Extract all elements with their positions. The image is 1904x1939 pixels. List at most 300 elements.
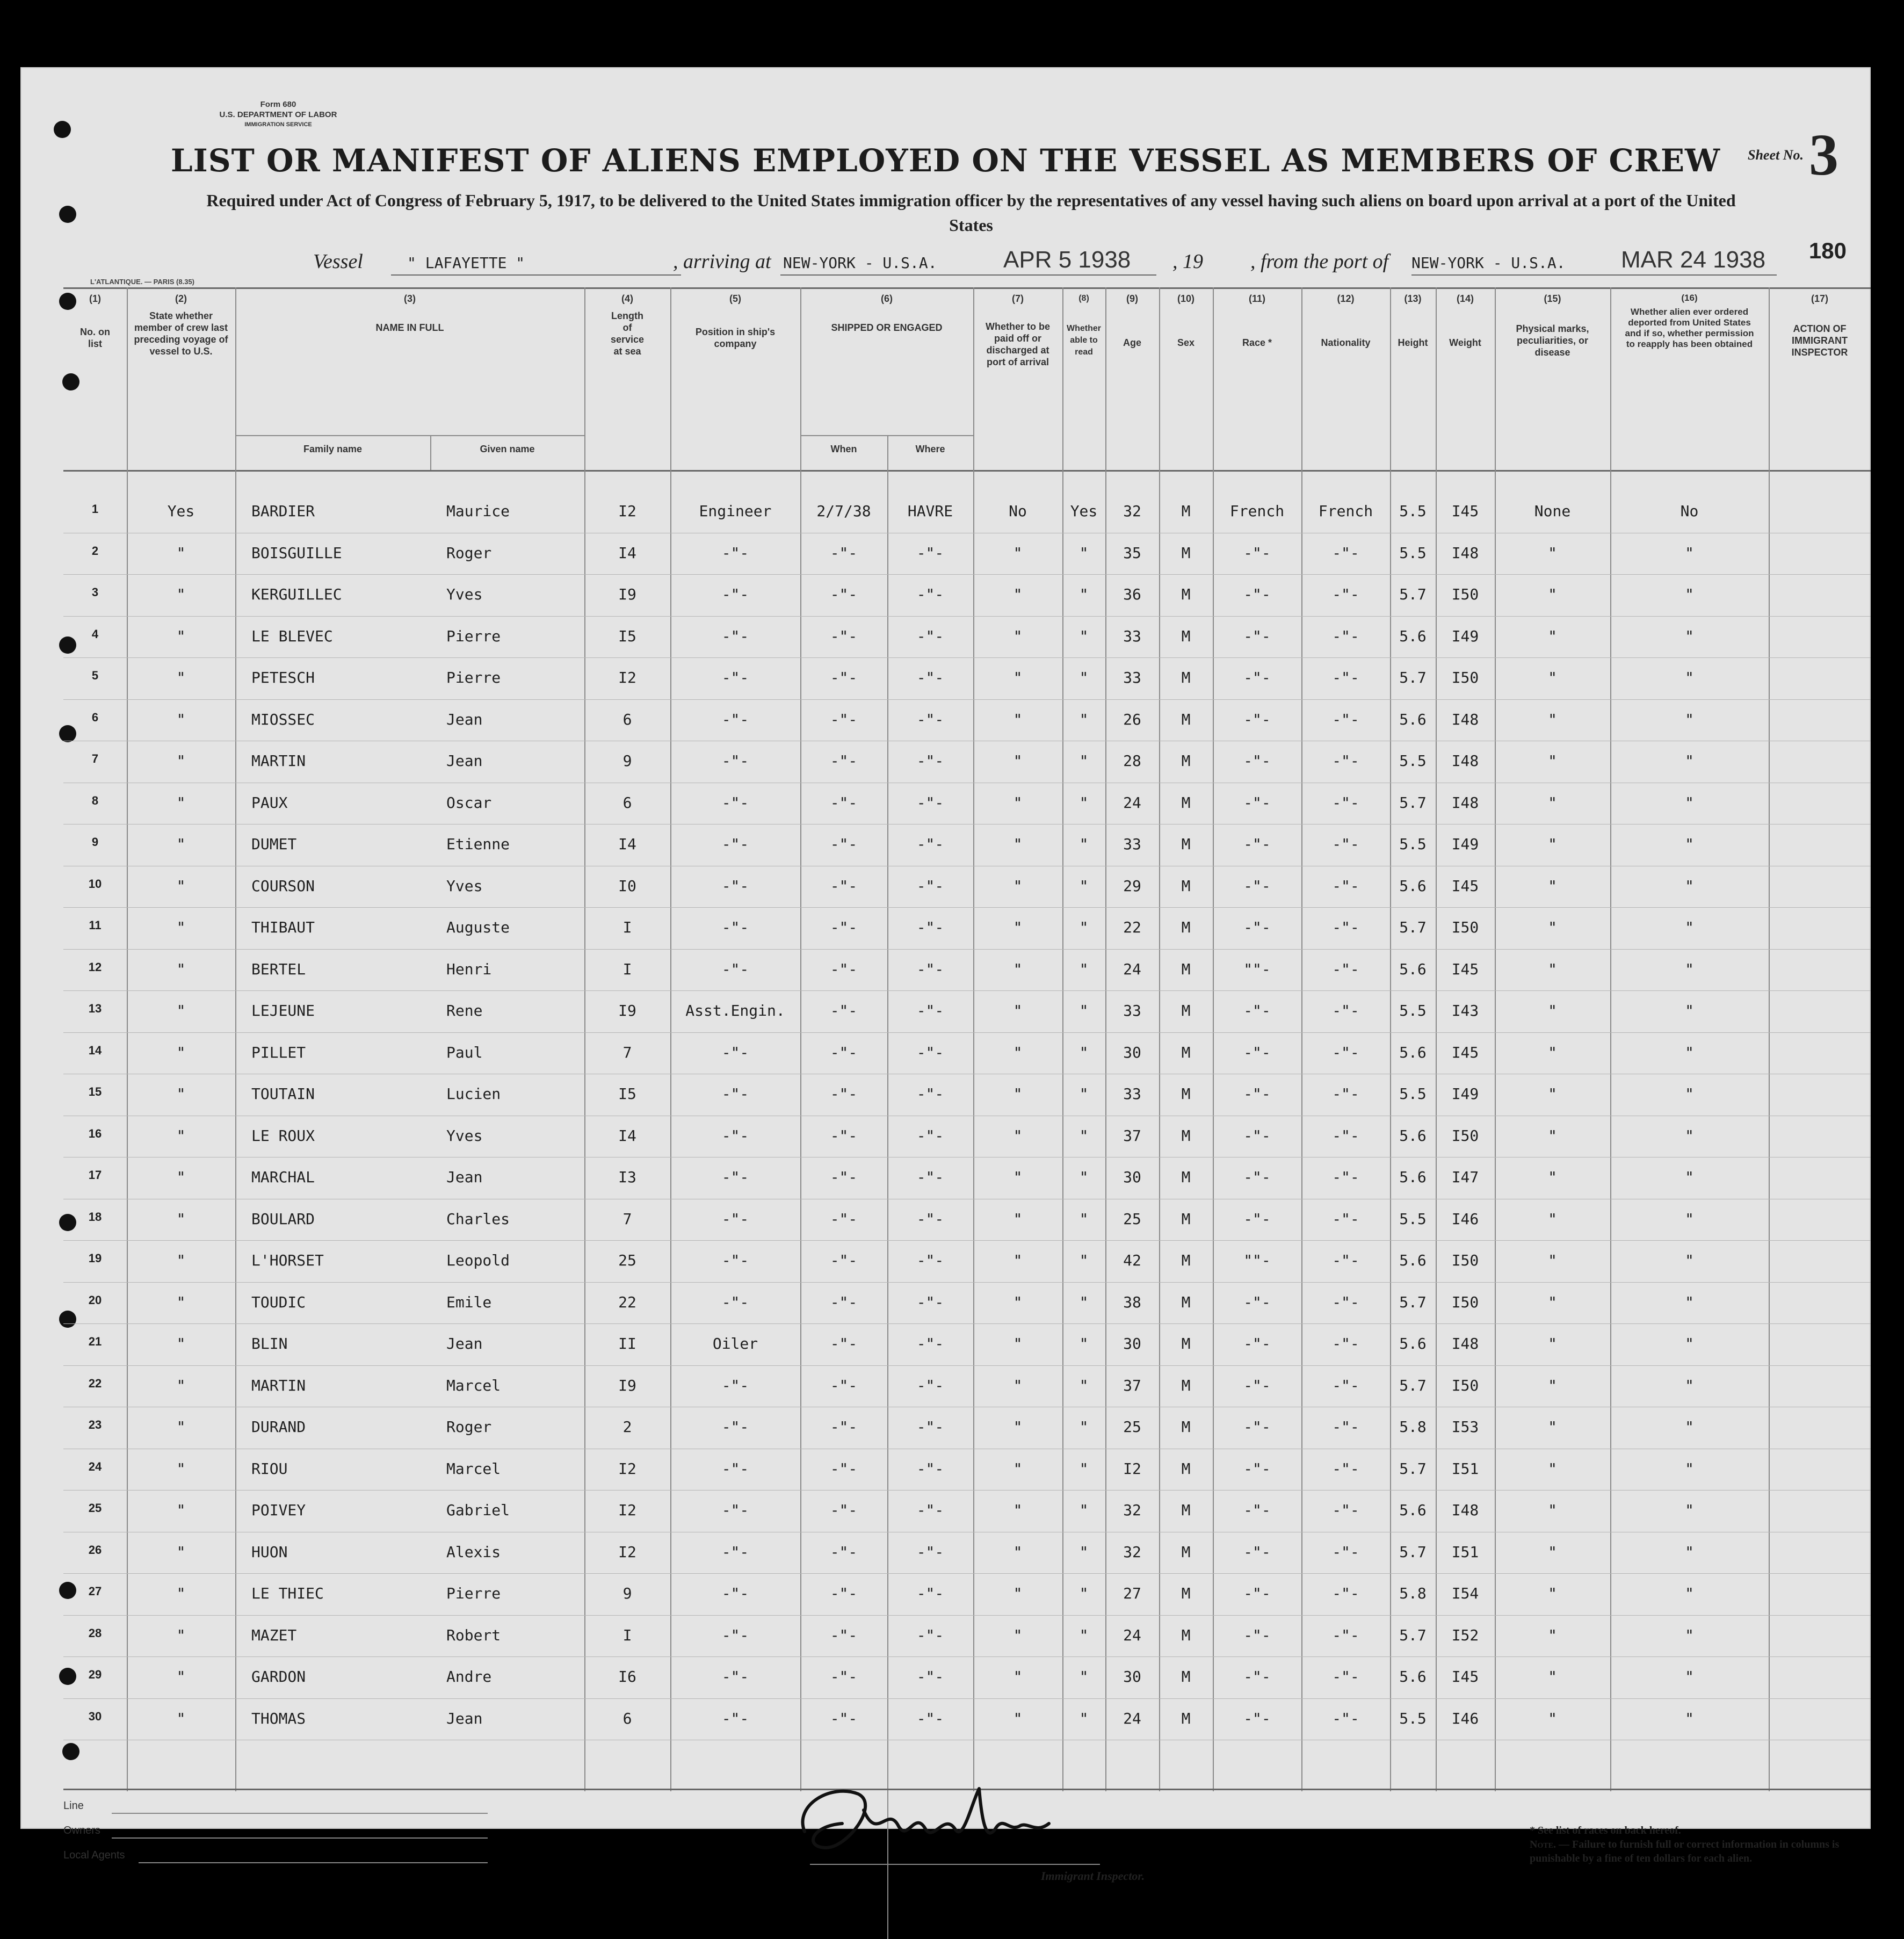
deported-cell: No xyxy=(1680,502,1699,520)
races-note: * See list of races on back hereof. xyxy=(1530,1825,1681,1836)
height-cell: 5.7 xyxy=(1399,918,1427,936)
height-cell: 5.6 xyxy=(1399,1251,1427,1269)
race-cell: -"- xyxy=(1243,627,1271,645)
previous-voyage-cell: " xyxy=(176,877,186,895)
manifest-sheet xyxy=(20,67,1871,1883)
age-cell: 25 xyxy=(1123,1418,1141,1436)
row-number-cell: 26 xyxy=(88,1543,102,1557)
given-name-cell: Yves xyxy=(446,877,483,895)
height-cell: 5.7 xyxy=(1399,585,1427,603)
able-to-read-cell: " xyxy=(1079,585,1089,603)
shipped-where-cell: -"- xyxy=(916,1585,944,1602)
family-name-cell: BLIN xyxy=(251,1335,288,1352)
shipped-where-cell: -"- xyxy=(916,1251,944,1269)
row-rule xyxy=(63,1698,1871,1699)
paid-off-cell: " xyxy=(1013,835,1023,853)
physical-marks-cell: " xyxy=(1548,710,1557,728)
age-cell: 29 xyxy=(1123,877,1141,895)
given-name-cell: Jean xyxy=(446,1168,483,1186)
weight-cell: I49 xyxy=(1451,627,1479,645)
height-cell: 5.8 xyxy=(1399,1418,1427,1436)
col-label-14: Weight xyxy=(1449,337,1481,348)
nationality-cell: -"- xyxy=(1332,1210,1359,1228)
col-header-1 xyxy=(63,293,127,350)
nationality-cell: -"- xyxy=(1332,1251,1359,1269)
position-cell: -"- xyxy=(721,669,749,686)
row-rule xyxy=(63,1323,1871,1324)
shipped-where-cell: -"- xyxy=(916,1002,944,1019)
sex-cell: M xyxy=(1181,1293,1191,1311)
row-rule xyxy=(63,1282,1871,1283)
weight-cell: I49 xyxy=(1451,835,1479,853)
height-cell: 5.7 xyxy=(1399,1626,1427,1644)
nationality-cell: -"- xyxy=(1332,1626,1359,1644)
row-number-cell: 20 xyxy=(88,1293,102,1307)
position-cell: Asst.Engin. xyxy=(685,1002,785,1019)
weight-cell: I46 xyxy=(1451,1709,1479,1727)
sex-cell: M xyxy=(1181,1418,1191,1436)
col-header-8 xyxy=(1062,293,1105,358)
previous-voyage-cell: " xyxy=(176,1501,186,1519)
row-rule xyxy=(63,699,1871,700)
previous-voyage-cell: " xyxy=(176,1459,186,1478)
previous-voyage-cell: " xyxy=(176,1168,186,1186)
age-cell: 30 xyxy=(1123,1335,1141,1352)
given-name-cell: Roger xyxy=(446,1418,492,1436)
race-cell: ""- xyxy=(1243,960,1271,978)
age-cell: 24 xyxy=(1123,1626,1141,1644)
physical-marks-cell: " xyxy=(1548,1126,1557,1145)
department-name: U.S. DEPARTMENT OF LABOR xyxy=(219,110,337,119)
col-num-6: (6) xyxy=(881,293,893,304)
shipped-where-cell: -"- xyxy=(916,1709,944,1727)
age-cell: 42 xyxy=(1123,1251,1141,1269)
age-cell: 24 xyxy=(1123,960,1141,978)
row-number-cell: 9 xyxy=(91,835,99,849)
nationality-cell: -"- xyxy=(1332,918,1359,936)
length-of-service-cell: I5 xyxy=(618,627,636,645)
row-number-cell: 28 xyxy=(88,1626,102,1640)
deported-cell: " xyxy=(1685,1501,1694,1519)
col-header-9 xyxy=(1105,293,1159,349)
previous-voyage-cell: " xyxy=(176,627,186,645)
row-number-cell: 1 xyxy=(91,502,99,516)
given-name-cell: Paul xyxy=(446,1043,483,1061)
age-cell: 22 xyxy=(1123,918,1141,936)
col-num-12: (12) xyxy=(1337,293,1355,304)
race-cell: -"- xyxy=(1243,669,1271,686)
deported-cell: " xyxy=(1685,1376,1694,1394)
shipped-subheader-rule xyxy=(800,435,973,436)
age-cell: 37 xyxy=(1123,1126,1141,1145)
nationality-cell: -"- xyxy=(1332,1418,1359,1436)
age-cell: 36 xyxy=(1123,585,1141,603)
previous-voyage-cell: " xyxy=(176,1376,186,1394)
able-to-read-cell: " xyxy=(1079,1210,1089,1228)
paid-off-cell: " xyxy=(1013,793,1023,812)
sex-cell: M xyxy=(1181,1002,1191,1019)
shipped-when-cell: -"- xyxy=(830,1501,858,1519)
sex-cell: M xyxy=(1181,918,1191,936)
length-of-service-cell: 6 xyxy=(622,1709,632,1727)
col-label-17: ACTION OF IMMIGRANT INSPECTOR xyxy=(1791,323,1848,358)
fine-note xyxy=(1530,1837,1873,1865)
race-cell: ""- xyxy=(1243,1251,1271,1269)
shipped-when-cell: -"- xyxy=(830,1709,858,1727)
length-of-service-cell: 9 xyxy=(622,752,632,770)
position-cell: -"- xyxy=(721,627,749,645)
weight-cell: I52 xyxy=(1451,1626,1479,1644)
deported-cell: " xyxy=(1685,585,1694,603)
paid-off-cell: " xyxy=(1013,1501,1023,1519)
weight-cell: I45 xyxy=(1451,1668,1479,1685)
weight-cell: I48 xyxy=(1451,752,1479,770)
height-cell: 5.6 xyxy=(1399,1126,1427,1145)
family-name-cell: BOULARD xyxy=(251,1210,315,1228)
footer-line-label: Line xyxy=(63,1800,84,1812)
height-cell: 5.5 xyxy=(1399,1709,1427,1727)
sex-cell: M xyxy=(1181,1126,1191,1145)
nationality-cell: -"- xyxy=(1332,1335,1359,1352)
position-cell: -"- xyxy=(721,1585,749,1602)
able-to-read-cell: " xyxy=(1079,669,1089,686)
weight-cell: I51 xyxy=(1451,1459,1479,1478)
nationality-cell: -"- xyxy=(1332,710,1359,728)
age-cell: 30 xyxy=(1123,1043,1141,1061)
previous-voyage-cell: " xyxy=(176,544,186,562)
race-cell: -"- xyxy=(1243,585,1271,603)
position-cell: -"- xyxy=(721,585,749,603)
height-cell: 5.5 xyxy=(1399,1002,1427,1019)
deported-cell: " xyxy=(1685,1126,1694,1145)
weight-cell: I50 xyxy=(1451,585,1479,603)
shipped-when-cell: -"- xyxy=(830,877,858,895)
physical-marks-cell: " xyxy=(1548,585,1557,603)
weight-cell: I48 xyxy=(1451,710,1479,728)
col-header-12 xyxy=(1301,293,1390,349)
deported-cell: " xyxy=(1685,544,1694,562)
shipped-when-cell: -"- xyxy=(830,960,858,978)
given-name-cell: Yves xyxy=(446,585,483,603)
arriving-port: NEW-YORK - U.S.A. xyxy=(783,254,937,272)
able-to-read-cell: " xyxy=(1079,1459,1089,1478)
row-number-cell: 13 xyxy=(88,1002,102,1015)
row-number-cell: 25 xyxy=(88,1501,102,1515)
col-label-2: State whether member of crew last preceding voyage of vessel to U.S. xyxy=(134,310,228,357)
able-to-read-cell: " xyxy=(1079,1709,1089,1727)
given-name-cell: Alexis xyxy=(446,1543,501,1561)
paid-off-cell: " xyxy=(1013,544,1023,562)
race-cell: -"- xyxy=(1243,793,1271,812)
nationality-cell: -"- xyxy=(1332,1585,1359,1602)
printer-imprint: L'ATLANTIQUE. — PARIS (8.35) xyxy=(90,278,195,286)
age-cell: 25 xyxy=(1123,1210,1141,1228)
deported-cell: " xyxy=(1685,1459,1694,1478)
previous-voyage-cell: " xyxy=(176,1626,186,1644)
previous-voyage-cell: " xyxy=(176,1210,186,1228)
family-name-cell: DURAND xyxy=(251,1418,306,1436)
able-to-read-cell: " xyxy=(1079,1335,1089,1352)
length-of-service-cell: I9 xyxy=(618,1376,636,1394)
paid-off-cell: " xyxy=(1013,1043,1023,1061)
length-of-service-cell: I4 xyxy=(618,544,636,562)
paid-off-cell: " xyxy=(1013,1709,1023,1727)
weight-cell: I48 xyxy=(1451,793,1479,812)
length-of-service-cell: 2 xyxy=(622,1418,632,1436)
deported-cell: " xyxy=(1685,1043,1694,1061)
previous-voyage-cell: " xyxy=(176,1002,186,1019)
previous-voyage-cell: " xyxy=(176,669,186,686)
physical-marks-cell: " xyxy=(1548,793,1557,812)
deported-cell: " xyxy=(1685,918,1694,936)
row-number-cell: 23 xyxy=(88,1418,102,1431)
document-title: LIST OR MANIFEST OF ALIENS EMPLOYED ON THE VESSEL AS MEMBERS OF CREW xyxy=(170,142,1721,179)
age-cell: 37 xyxy=(1123,1376,1141,1394)
nationality-cell: -"- xyxy=(1332,1085,1359,1103)
weight-cell: I54 xyxy=(1451,1585,1479,1602)
col-num-11: (11) xyxy=(1248,293,1266,304)
sex-cell: M xyxy=(1181,1168,1191,1186)
shipped-when-cell: -"- xyxy=(830,752,858,770)
nationality-cell: -"- xyxy=(1332,1168,1359,1186)
row-number-cell: 15 xyxy=(88,1085,102,1098)
family-name-cell: MARCHAL xyxy=(251,1168,315,1186)
physical-marks-cell: " xyxy=(1548,1335,1557,1352)
able-to-read-cell: " xyxy=(1079,960,1089,978)
sex-cell: M xyxy=(1181,502,1191,520)
row-number-cell: 16 xyxy=(88,1126,102,1140)
position-cell: -"- xyxy=(721,1709,749,1727)
arriving-label: , arriving at xyxy=(673,250,771,273)
length-of-service-cell: 9 xyxy=(622,1585,632,1602)
row-rule xyxy=(63,1240,1871,1241)
weight-cell: I45 xyxy=(1451,960,1479,978)
able-to-read-cell: " xyxy=(1079,1626,1089,1644)
race-cell: -"- xyxy=(1243,1585,1271,1602)
sex-cell: M xyxy=(1181,1709,1191,1727)
sex-cell: M xyxy=(1181,627,1191,645)
given-name-cell: Lucien xyxy=(446,1085,501,1103)
length-of-service-cell: I2 xyxy=(618,669,636,686)
able-to-read-cell: " xyxy=(1079,1043,1089,1061)
shipped-when-cell: -"- xyxy=(830,1251,858,1269)
race-cell: -"- xyxy=(1243,1709,1271,1727)
shipped-where-cell: -"- xyxy=(916,1376,944,1394)
physical-marks-cell: " xyxy=(1548,1085,1557,1103)
physical-marks-cell: " xyxy=(1548,1668,1557,1685)
able-to-read-cell: " xyxy=(1079,835,1089,853)
position-cell: Engineer xyxy=(699,502,772,520)
col-label-1: No. on list xyxy=(80,327,110,349)
able-to-read-cell: " xyxy=(1079,1002,1089,1019)
deported-cell: " xyxy=(1685,669,1694,686)
col-num-15: (15) xyxy=(1544,293,1561,304)
col-subheader-when: When xyxy=(830,444,857,454)
col-subheader-family: Family name xyxy=(303,444,363,454)
col-header-7 xyxy=(973,293,1062,368)
length-of-service-cell: I xyxy=(622,918,632,936)
deported-cell: " xyxy=(1685,1585,1694,1602)
col-label-9: Age xyxy=(1123,337,1141,348)
shipped-where-cell: -"- xyxy=(916,918,944,936)
col-num-17: (17) xyxy=(1811,293,1828,304)
name-subheader-rule xyxy=(235,435,584,436)
nationality-cell: -"- xyxy=(1332,1293,1359,1311)
col-header-5 xyxy=(670,293,800,350)
age-cell: 24 xyxy=(1123,793,1141,812)
family-name-cell: PETESCH xyxy=(251,669,315,686)
row-rule xyxy=(63,574,1871,575)
height-cell: 5.5 xyxy=(1399,1085,1427,1103)
position-cell: -"- xyxy=(721,752,749,770)
physical-marks-cell: " xyxy=(1548,1376,1557,1394)
family-name-cell: COURSON xyxy=(251,877,315,895)
paid-off-cell: " xyxy=(1013,877,1023,895)
row-number-cell: 5 xyxy=(91,669,99,682)
col-header-10 xyxy=(1159,293,1213,349)
nationality-cell: -"- xyxy=(1332,1376,1359,1394)
previous-voyage-cell: " xyxy=(176,793,186,812)
col-header-13 xyxy=(1390,293,1436,349)
race-cell: -"- xyxy=(1243,1626,1271,1644)
given-name-cell: Pierre xyxy=(446,1585,501,1602)
height-cell: 5.6 xyxy=(1399,1043,1427,1061)
height-cell: 5.7 xyxy=(1399,793,1427,812)
paid-off-cell: " xyxy=(1013,1251,1023,1269)
able-to-read-cell: " xyxy=(1079,627,1089,645)
physical-marks-cell: " xyxy=(1548,752,1557,770)
physical-marks-cell: " xyxy=(1548,1002,1557,1019)
previous-voyage-cell: " xyxy=(176,1126,186,1145)
form-number: Form 680 xyxy=(260,100,296,109)
weight-cell: I50 xyxy=(1451,1293,1479,1311)
family-name-cell: POIVEY xyxy=(251,1501,306,1519)
age-cell: 33 xyxy=(1123,669,1141,686)
weight-cell: I50 xyxy=(1451,1126,1479,1145)
table-row xyxy=(63,1709,1871,1758)
row-number-cell: 27 xyxy=(88,1585,102,1598)
vessel-name: " LAFAYETTE " xyxy=(407,254,525,272)
sex-cell: M xyxy=(1181,752,1191,770)
paid-off-cell: " xyxy=(1013,1418,1023,1436)
sex-cell: M xyxy=(1181,1668,1191,1685)
able-to-read-cell: " xyxy=(1079,918,1089,936)
length-of-service-cell: I0 xyxy=(618,877,636,895)
deported-cell: " xyxy=(1685,1085,1694,1103)
row-number-cell: 2 xyxy=(91,544,99,558)
weight-cell: I50 xyxy=(1451,1251,1479,1269)
shipped-when-cell: -"- xyxy=(830,1335,858,1352)
weight-cell: I46 xyxy=(1451,1210,1479,1228)
paid-off-cell: " xyxy=(1013,752,1023,770)
deported-cell: " xyxy=(1685,1210,1694,1228)
race-cell: -"- xyxy=(1243,1168,1271,1186)
physical-marks-cell: " xyxy=(1548,1501,1557,1519)
previous-voyage-cell: " xyxy=(176,1085,186,1103)
weight-cell: I45 xyxy=(1451,877,1479,895)
physical-marks-cell: " xyxy=(1548,1043,1557,1061)
from-label: , from the port of xyxy=(1250,250,1389,273)
able-to-read-cell: " xyxy=(1079,1585,1089,1602)
able-to-read-cell: " xyxy=(1079,1168,1089,1186)
nationality-cell: -"- xyxy=(1332,877,1359,895)
age-cell: 32 xyxy=(1123,1501,1141,1519)
sex-cell: M xyxy=(1181,669,1191,686)
row-rule xyxy=(63,907,1871,908)
able-to-read-cell: " xyxy=(1079,877,1089,895)
given-name-cell: Henri xyxy=(446,960,492,978)
position-cell: -"- xyxy=(721,1668,749,1685)
weight-cell: I53 xyxy=(1451,1418,1479,1436)
physical-marks-cell: " xyxy=(1548,1626,1557,1644)
col-header-15 xyxy=(1495,293,1610,358)
height-cell: 5.6 xyxy=(1399,1168,1427,1186)
col-subheader-given: Given name xyxy=(480,444,535,454)
sex-cell: M xyxy=(1181,710,1191,728)
given-name-cell: Marcel xyxy=(446,1376,501,1394)
given-name-cell: Jean xyxy=(446,1709,483,1727)
length-of-service-cell: 7 xyxy=(622,1043,632,1061)
family-name-cell: LE ROUX xyxy=(251,1126,315,1145)
sheet-number: 3 xyxy=(1809,122,1838,187)
physical-marks-cell: " xyxy=(1548,1251,1557,1269)
paid-off-cell: " xyxy=(1013,710,1023,728)
length-of-service-cell: I2 xyxy=(618,1501,636,1519)
age-cell: 32 xyxy=(1123,1543,1141,1561)
previous-voyage-cell: " xyxy=(176,1335,186,1352)
family-name-cell: PILLET xyxy=(251,1043,306,1061)
sex-cell: M xyxy=(1181,1501,1191,1519)
family-name-cell: MARTIN xyxy=(251,1376,306,1394)
shipped-where-cell: -"- xyxy=(916,1459,944,1478)
length-of-service-cell: I xyxy=(622,960,632,978)
shipped-where-cell: -"- xyxy=(916,877,944,895)
length-of-service-cell: 7 xyxy=(622,1210,632,1228)
footer-note xyxy=(1530,1824,1873,1865)
nationality-cell: -"- xyxy=(1332,1126,1359,1145)
able-to-read-cell: " xyxy=(1079,1418,1089,1436)
age-cell: I2 xyxy=(1123,1459,1141,1478)
shipped-where-cell: -"- xyxy=(916,1043,944,1061)
length-of-service-cell: I3 xyxy=(618,1168,636,1186)
col-label-13: Height xyxy=(1398,337,1428,348)
row-number-cell: 24 xyxy=(88,1459,102,1473)
race-cell: -"- xyxy=(1243,1293,1271,1311)
age-cell: 27 xyxy=(1123,1585,1141,1602)
physical-marks-cell: " xyxy=(1548,877,1557,895)
deported-cell: " xyxy=(1685,1543,1694,1561)
col-num-4: (4) xyxy=(621,293,633,304)
nationality-cell: -"- xyxy=(1332,627,1359,645)
row-number-cell: 4 xyxy=(91,627,99,641)
col-num-5: (5) xyxy=(729,293,741,304)
arriving-underline xyxy=(780,274,1156,276)
deported-cell: " xyxy=(1685,877,1694,895)
shipped-where-cell: -"- xyxy=(916,544,944,562)
length-of-service-cell: I9 xyxy=(618,1002,636,1019)
deported-cell: " xyxy=(1685,710,1694,728)
previous-voyage-cell: " xyxy=(176,1668,186,1685)
shipped-where-cell: -"- xyxy=(916,1501,944,1519)
deported-cell: " xyxy=(1685,1251,1694,1269)
shipped-when-cell: -"- xyxy=(830,1085,858,1103)
given-name-cell: Oscar xyxy=(446,793,492,812)
weight-cell: I48 xyxy=(1451,544,1479,562)
punch-hole xyxy=(59,206,76,223)
race-cell: -"- xyxy=(1243,544,1271,562)
age-cell: 24 xyxy=(1123,1709,1141,1727)
given-name-cell: Roger xyxy=(446,544,492,562)
